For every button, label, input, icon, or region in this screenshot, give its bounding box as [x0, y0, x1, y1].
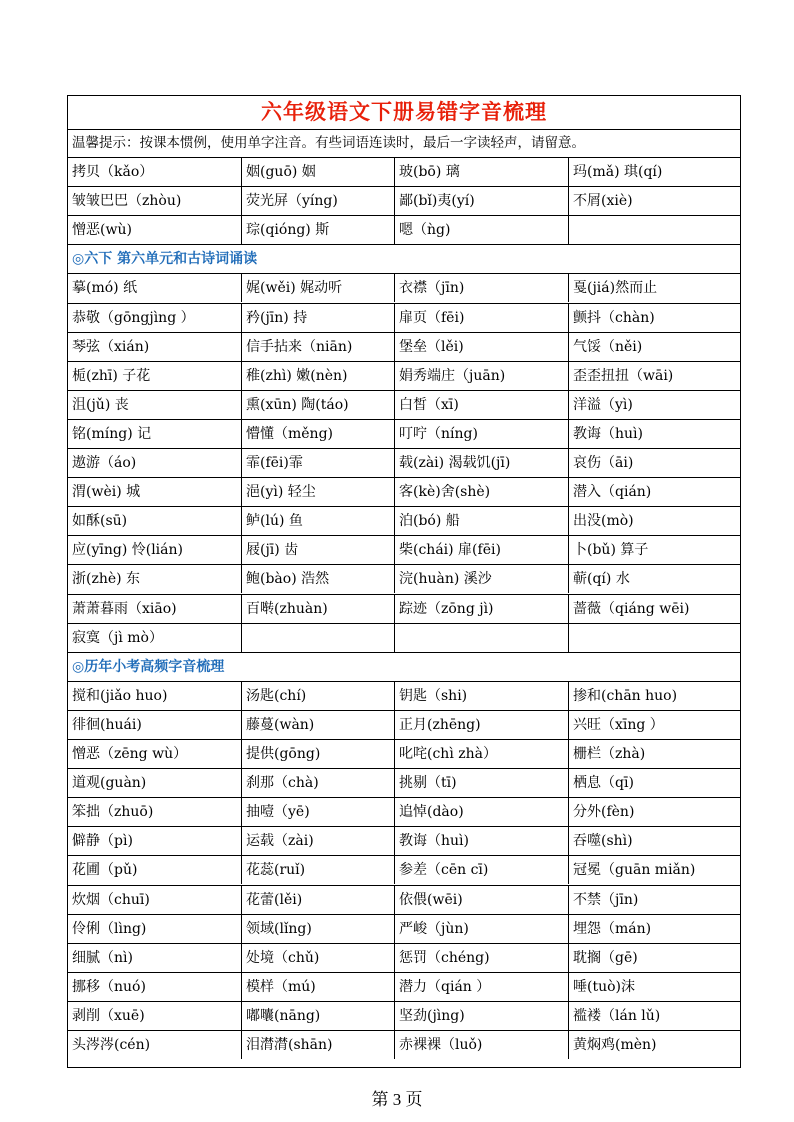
table-cell: 摹(mó) 纸	[72, 280, 138, 297]
table-cell: 栖息（qī)	[568, 769, 740, 797]
table-cell: 沮(jǔ) 丧	[72, 396, 129, 413]
table-cell: 运载（zài)	[241, 827, 394, 855]
table-cell: 参差（cēn cī)	[394, 856, 568, 884]
table-cell: 徘徊(huái)	[72, 716, 142, 733]
table-cell: 琴弦（xián)	[72, 338, 150, 355]
table-cell: 挑剔（tī)	[394, 769, 568, 797]
table-cell: 娟秀端庄（juān)	[394, 362, 568, 390]
table-cell: 渭(wèi) 城	[72, 484, 141, 501]
table-row	[68, 1030, 740, 1059]
table-cell: 僻静（pì)	[72, 833, 133, 850]
table-cell: 不禁（jīn)	[568, 886, 740, 914]
table-cell: 应(yīng) 怜(lián)	[72, 542, 183, 559]
table-row	[68, 739, 740, 768]
table-cell: 笨拙（zhuō)	[72, 804, 154, 821]
table-cell: 严峻（jùn)	[394, 915, 568, 943]
table-cell: 汤匙(chí)	[241, 682, 394, 710]
table-row	[68, 448, 740, 477]
table-cell: 玻(bō) 璃	[394, 158, 568, 186]
table-row	[68, 943, 740, 972]
table-cell: 褴褛（lán lǔ)	[568, 1002, 740, 1030]
table-cell: 处境（chǔ)	[241, 944, 394, 972]
table-cell: 玛(mǎ) 琪(qí)	[568, 158, 740, 186]
table-cell: 堡垒（lěi)	[394, 333, 568, 361]
table-cell: 戛(jiá)然而止	[568, 274, 740, 302]
table-cell: 栀(zhī) 子花	[72, 367, 151, 384]
table-row	[68, 710, 740, 739]
table-cell: 潜入（qián)	[568, 478, 740, 506]
table-row	[68, 303, 740, 332]
table-cell: 叱咤(chì zhà）	[394, 740, 568, 768]
table-row	[68, 594, 740, 623]
table-cell: 领域(lǐng)	[241, 915, 394, 943]
table-cell: 细腻（nì)	[72, 949, 133, 966]
table-cell: 嘟囔(nāng)	[241, 1002, 394, 1030]
table-cell: 衣襟（jīn)	[394, 274, 568, 302]
table-cell: 哀伤（āi)	[568, 449, 740, 477]
table-cell: 气馁（něi)	[568, 333, 740, 361]
pinyin-table	[67, 95, 741, 1068]
table-cell: 钥匙（shi)	[394, 682, 568, 710]
table-row	[68, 564, 740, 593]
table-cell: 卜(bǔ) 算子	[568, 536, 740, 564]
section-heading: ◎历年小考高频字音梳理	[72, 658, 225, 675]
table-cell: 扉页（fēi)	[394, 304, 568, 332]
table-cell: 蔷薇（qiáng wēi)	[568, 595, 740, 623]
table-row	[68, 972, 740, 1001]
table-cell: 炊烟（chuī)	[72, 891, 150, 908]
table-cell: 琮(qióng) 斯	[241, 216, 394, 244]
table-cell: 拷贝（kǎo）	[72, 164, 154, 180]
table-cell: 如酥(sū)	[72, 513, 128, 530]
table-row	[68, 419, 740, 448]
table-cell: 赤裸裸（luǒ)	[394, 1031, 568, 1059]
table-row	[68, 506, 740, 535]
table-cell: 掺和(chān huo)	[568, 682, 740, 710]
table-cell: 白皙（xī)	[394, 391, 568, 419]
page-number: 第 3 页	[371, 1090, 423, 1109]
table-cell: 皱皱巴巴（zhòu)	[72, 193, 182, 210]
table-cell: 潜力（qián ）	[394, 973, 568, 1001]
table-cell: 唾(tuò)沫	[568, 973, 740, 1001]
tip-row	[68, 129, 740, 157]
table-row	[68, 186, 740, 215]
section-heading: ◎六下 第六单元和古诗词诵读	[72, 251, 258, 268]
table-cell: 踪迹（zōng jì)	[394, 595, 568, 623]
table-cell: 蕲(qí) 水	[568, 565, 740, 593]
table-cell: 花蕊(ruǐ)	[241, 856, 394, 884]
table-cell: 搅和(jiǎo huo)	[72, 687, 168, 704]
table-row	[68, 215, 740, 244]
table-row	[68, 535, 740, 564]
table-cell: 矜(jīn) 持	[241, 304, 394, 332]
table-cell	[568, 624, 740, 652]
table-cell: 娓(wěi) 娓动听	[241, 274, 394, 302]
table-row	[68, 332, 740, 361]
table-cell: 兴旺（xīng ）	[568, 711, 740, 739]
table-cell: 吞噬(shì)	[568, 827, 740, 855]
table-cell: 屐(jī) 齿	[241, 536, 394, 564]
table-cell: 追悼(dào)	[394, 798, 568, 826]
table-cell: 模样（mú)	[241, 973, 394, 1001]
table-cell: 嗯（ǹg)	[394, 216, 568, 244]
table-cell: 憎恶(wù)	[72, 222, 132, 239]
table-cell: 鄙(bǐ)夷(yí)	[394, 187, 568, 215]
table-cell: 栅栏（zhà)	[568, 740, 740, 768]
table-row	[68, 361, 740, 390]
table-cell: 浣(huàn) 溪沙	[394, 565, 568, 593]
table-cell: 姻(guō) 姻	[241, 158, 394, 186]
table-cell: 颤抖（chàn)	[568, 304, 740, 332]
table-cell: 冠冕（guān miǎn)	[568, 856, 740, 884]
table-row	[68, 157, 740, 186]
table-cell: 出没(mò)	[568, 507, 740, 535]
table-cell: 柴(chái) 扉(fēi)	[394, 536, 568, 564]
tip-text: 温馨提示：按课本惯例，使用单字注音。有些词语连读时，最后一字读轻声，请留意。	[72, 135, 585, 151]
table-cell: 不屑(xiè)	[568, 187, 740, 215]
table-cell: 憎恶（zēng wù）	[72, 746, 188, 762]
table-cell: 泊(bó) 船	[394, 507, 568, 535]
table-row	[68, 477, 740, 506]
table-cell: 分外(fèn)	[568, 798, 740, 826]
table-cell	[568, 216, 740, 244]
table-cell: 懵懂（měng)	[241, 420, 394, 448]
table-cell: 鲍(bào) 浩然	[241, 565, 394, 593]
table-row	[68, 855, 740, 884]
table-cell: 挪移（nuó)	[72, 978, 146, 995]
table-cell: 叮咛（níng)	[394, 420, 568, 448]
table-cell: 浥(yì) 轻尘	[241, 478, 394, 506]
table-cell: 稚(zhì) 嫩(nèn)	[241, 362, 394, 390]
table-row	[68, 797, 740, 826]
table-cell: 伶俐（lìng)	[72, 920, 147, 937]
table-cell: 教诲（huì)	[394, 827, 568, 855]
table-cell: 刹那（chà)	[241, 769, 394, 797]
table-cell: 剥削（xuē)	[72, 1007, 145, 1024]
table-cell: 洋溢（yì)	[568, 391, 740, 419]
table-cell: 泪潸潸(shān)	[241, 1031, 394, 1059]
page-title: 六年级语文下册易错字音梳理	[261, 99, 547, 124]
table-row	[68, 273, 740, 302]
table-cell: 藤蔓(wàn)	[241, 711, 394, 739]
table-row	[68, 623, 740, 652]
section-heading-row	[68, 244, 740, 273]
table-cell: 萧萧暮雨（xiāo)	[72, 600, 177, 617]
table-cell	[241, 624, 394, 652]
table-cell: 依偎(wēi)	[394, 886, 568, 914]
table-cell: 惩罚（chéng)	[394, 944, 568, 972]
table-cell: 载(zài) 渴载饥(jī)	[394, 449, 568, 477]
table-cell: 寂寞（jì mò）	[72, 629, 163, 646]
table-cell	[394, 624, 568, 652]
table-cell: 埋怨（mán)	[568, 915, 740, 943]
table-cell: 信手拈来（niān)	[241, 333, 394, 361]
table-cell: 浙(zhè) 东	[72, 571, 141, 588]
table-cell: 花圃（pǔ)	[72, 862, 138, 879]
table-cell: 霏(fēi)霏	[241, 449, 394, 477]
table-cell: 坚劲(jìng)	[394, 1002, 568, 1030]
table-row	[68, 1001, 740, 1030]
table-cell: 鲈(lú) 鱼	[241, 507, 394, 535]
table-cell: 提供(gōng)	[241, 740, 394, 768]
table-row	[68, 681, 740, 710]
table-row	[68, 768, 740, 797]
table-cell: 歪歪扭扭（wāi)	[568, 362, 740, 390]
title-row	[68, 96, 740, 129]
table-cell: 恭敬（gōngjìng ）	[72, 309, 195, 326]
table-cell: 花蕾(lěi)	[241, 886, 394, 914]
table-cell: 正月(zhēng)	[394, 711, 568, 739]
table-cell: 荧光屏（yíng)	[241, 187, 394, 215]
table-cell: 百啭(zhuàn)	[241, 595, 394, 623]
table-cell: 头涔涔(cén)	[72, 1037, 151, 1053]
table-row	[68, 390, 740, 419]
table-cell: 客(kè)舍(shè)	[394, 478, 568, 506]
table-cell: 铭(míng) 记	[72, 425, 152, 442]
section-heading-row	[68, 652, 740, 681]
table-cell: 抽噎（yē)	[241, 798, 394, 826]
table-row	[68, 885, 740, 914]
table-row	[68, 914, 740, 943]
table-cell: 教诲（huì)	[568, 420, 740, 448]
table-cell: 遨游（áo)	[72, 455, 137, 471]
table-cell: 耽搁（gē)	[568, 944, 740, 972]
table-cell: 道观(guàn)	[72, 775, 147, 792]
table-cell: 熏(xūn) 陶(táo)	[241, 391, 394, 419]
table-row	[68, 826, 740, 855]
table-cell: 黄焖鸡(mèn)	[568, 1031, 740, 1059]
